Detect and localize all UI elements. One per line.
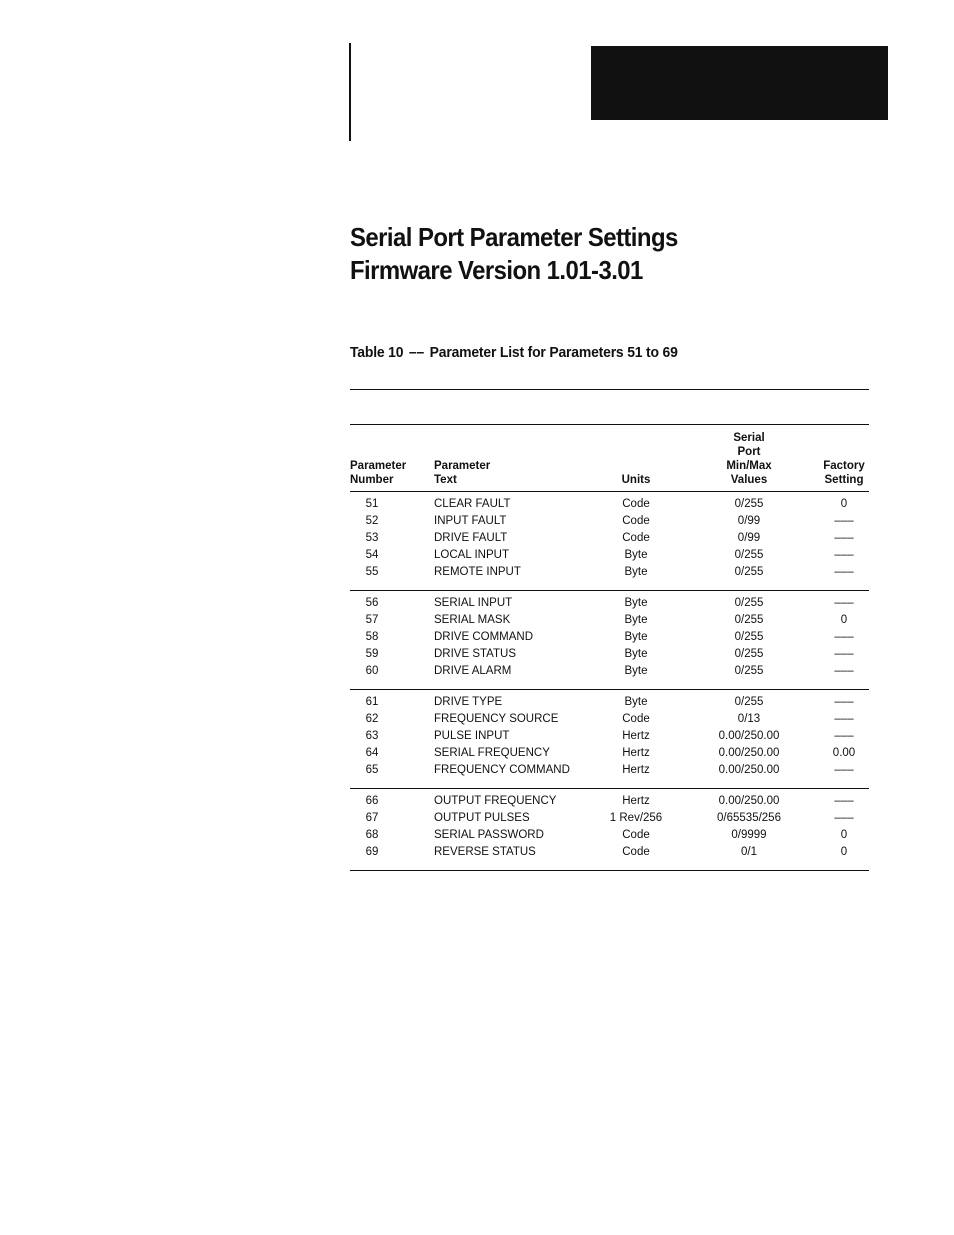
table-row	[350, 663, 869, 680]
cell-serial-values: 0/255	[734, 566, 764, 578]
cell-serial-values: 0/255	[734, 614, 764, 626]
table-row	[350, 844, 869, 861]
table-row	[350, 530, 869, 547]
cell-number: 51	[365, 498, 379, 510]
cell-number: 53	[365, 532, 379, 544]
cell-units: Code	[622, 829, 650, 841]
cell-number: 57	[365, 614, 379, 626]
table-caption	[350, 344, 678, 361]
table-row	[350, 728, 869, 745]
cell-units: Hertz	[622, 747, 650, 759]
cell-number: 64	[365, 747, 379, 759]
cell-factory-setting: 0	[840, 614, 848, 626]
table-row	[350, 513, 869, 530]
cell-number: 67	[365, 812, 379, 824]
cell-units: Byte	[624, 648, 648, 660]
cell-text: FREQUENCY COMMAND	[434, 764, 570, 776]
cell-text: OUTPUT PULSES	[434, 812, 530, 824]
cell-number: 62	[365, 713, 379, 725]
cell-number: 69	[365, 846, 379, 858]
cell-factory-setting: –––	[834, 713, 854, 725]
cell-number: 59	[365, 648, 379, 660]
cell-text: REMOTE INPUT	[434, 566, 521, 578]
cell-text: DRIVE TYPE	[434, 696, 503, 708]
cell-number: 60	[365, 665, 379, 677]
cell-number: 54	[365, 549, 379, 561]
cell-factory-setting: –––	[834, 812, 854, 824]
table-row	[350, 629, 869, 646]
cell-units: Code	[622, 532, 650, 544]
cell-factory-setting: –––	[834, 648, 854, 660]
cell-units: Hertz	[622, 730, 650, 742]
cell-factory-setting: –––	[834, 532, 854, 544]
page-title-line-1: Serial Port Parameter Settings	[350, 222, 678, 252]
cell-units: Hertz	[622, 795, 650, 807]
table-row	[350, 762, 869, 779]
chapter-tab-block	[591, 46, 888, 120]
cell-factory-setting: –––	[834, 515, 854, 527]
cell-factory-setting: –––	[834, 631, 854, 643]
cell-factory-setting: –––	[834, 597, 854, 609]
row-group	[350, 591, 869, 690]
table-row	[350, 694, 869, 711]
cell-serial-values: 0/99	[737, 532, 761, 544]
cell-text: SERIAL FREQUENCY	[434, 747, 550, 759]
table-row	[350, 612, 869, 629]
cell-serial-values: 0/255	[734, 665, 764, 677]
cell-text: DRIVE STATUS	[434, 648, 516, 660]
cell-text: SERIAL MASK	[434, 614, 511, 626]
cell-number: 66	[365, 795, 379, 807]
cell-factory-setting: –––	[834, 795, 854, 807]
cell-text: SERIAL INPUT	[434, 597, 513, 609]
cell-factory-setting: –––	[834, 696, 854, 708]
table-caption-number: Table 10	[350, 344, 404, 361]
cell-units: Byte	[624, 631, 648, 643]
cell-serial-values: 0/9999	[731, 829, 767, 841]
table-caption-text: Parameter List for Parameters 51 to 69	[429, 344, 678, 361]
row-group	[350, 492, 869, 591]
cell-factory-setting: 0	[840, 829, 848, 841]
cell-factory-setting: –––	[834, 730, 854, 742]
cell-text: DRIVE COMMAND	[434, 631, 534, 643]
cell-units: Code	[622, 498, 650, 510]
cell-units: Byte	[624, 614, 648, 626]
cell-text: INPUT FAULT	[434, 515, 507, 527]
cell-serial-values: 0/65535/256	[717, 812, 781, 824]
cell-serial-values: 0.00/250.00	[718, 764, 780, 776]
cell-serial-values: 0/255	[734, 549, 764, 561]
cell-serial-values: 0/13	[737, 713, 761, 725]
cell-serial-values: 0/1	[741, 846, 757, 858]
page-title-line-2: Firmware Version 1.01-3.01	[350, 255, 643, 285]
table-row	[350, 793, 869, 810]
cell-number: 55	[365, 566, 379, 578]
table-caption-separator: ––	[408, 344, 425, 361]
table-row	[350, 827, 869, 844]
cell-number: 58	[365, 631, 379, 643]
margin-bar	[349, 43, 351, 141]
cell-serial-values: 0/255	[734, 631, 764, 643]
cell-serial-values: 0/255	[734, 597, 764, 609]
table-body	[350, 492, 869, 871]
cell-factory-setting: –––	[834, 665, 854, 677]
cell-text: LOCAL INPUT	[434, 549, 509, 561]
cell-text: DRIVE FAULT	[434, 532, 508, 544]
cell-units: Code	[622, 713, 650, 725]
cell-units: Byte	[624, 665, 648, 677]
table-row	[350, 745, 869, 762]
table-row	[350, 810, 869, 827]
table-row	[350, 564, 869, 581]
cell-text: REVERSE STATUS	[434, 846, 536, 858]
cell-text: SERIAL PASSWORD	[434, 829, 544, 841]
header-serial-port-values: Serial Port Min/Max Values	[726, 432, 772, 486]
cell-serial-values: 0/255	[734, 498, 764, 510]
cell-number: 56	[365, 597, 379, 609]
top-rule	[350, 389, 869, 390]
cell-factory-setting: 0.00	[832, 747, 856, 759]
cell-units: Hertz	[622, 764, 650, 776]
table-row	[350, 496, 869, 513]
cell-text: DRIVE ALARM	[434, 665, 512, 677]
parameter-table	[350, 424, 869, 871]
cell-units: Code	[622, 515, 650, 527]
cell-factory-setting: –––	[834, 764, 854, 776]
cell-units: Byte	[624, 549, 648, 561]
cell-text: OUTPUT FREQUENCY	[434, 795, 557, 807]
header-parameter-number: Parameter Number	[350, 460, 407, 486]
cell-serial-values: 0.00/250.00	[718, 730, 780, 742]
cell-units: 1 Rev/256	[609, 812, 663, 824]
cell-text: FREQUENCY SOURCE	[434, 713, 559, 725]
cell-serial-values: 0.00/250.00	[718, 795, 780, 807]
cell-factory-setting: 0	[840, 498, 848, 510]
cell-number: 63	[365, 730, 379, 742]
table-row	[350, 646, 869, 663]
cell-text: PULSE INPUT	[434, 730, 510, 742]
cell-serial-values: 0/255	[734, 696, 764, 708]
cell-units: Byte	[624, 566, 648, 578]
header-parameter-text: Parameter Text	[434, 460, 491, 486]
cell-units: Byte	[624, 696, 648, 708]
cell-serial-values: 0/255	[734, 648, 764, 660]
cell-number: 65	[365, 764, 379, 776]
table-header	[350, 424, 869, 492]
table-row	[350, 711, 869, 728]
table-row	[350, 547, 869, 564]
cell-units: Byte	[624, 597, 648, 609]
cell-number: 52	[365, 515, 379, 527]
cell-factory-setting: –––	[834, 549, 854, 561]
row-group	[350, 789, 869, 871]
cell-units: Code	[622, 846, 650, 858]
page-title	[350, 221, 678, 287]
table-row	[350, 595, 869, 612]
cell-text: CLEAR FAULT	[434, 498, 511, 510]
row-group	[350, 690, 869, 789]
cell-serial-values: 0/99	[737, 515, 761, 527]
cell-factory-setting: –––	[834, 566, 854, 578]
header-units: Units	[621, 474, 651, 486]
cell-number: 68	[365, 829, 379, 841]
cell-factory-setting: 0	[840, 846, 848, 858]
header-factory-setting: Factory Setting	[823, 460, 865, 486]
cell-serial-values: 0.00/250.00	[718, 747, 780, 759]
cell-number: 61	[365, 696, 379, 708]
